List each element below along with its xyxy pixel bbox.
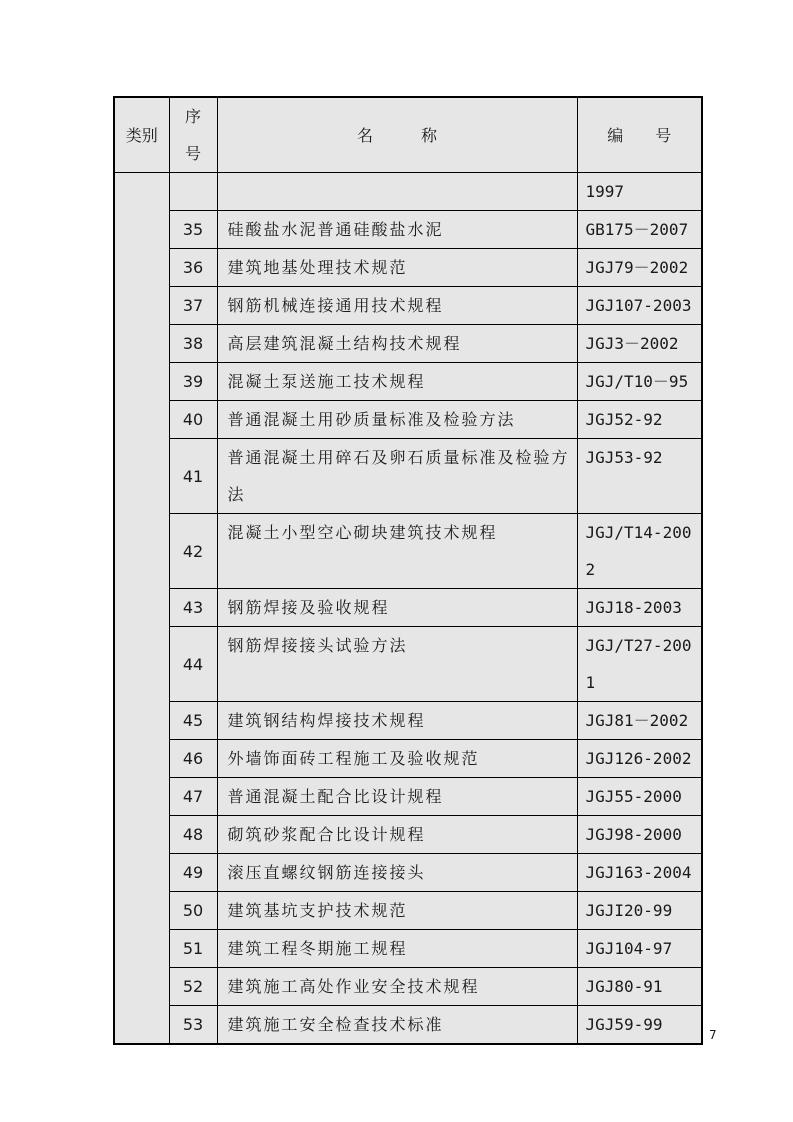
standards-table <box>113 96 703 1045</box>
table-row <box>114 968 702 1006</box>
standard-name: 高层建筑混凝土结构技术规程 <box>217 325 577 363</box>
table-row <box>114 627 702 702</box>
page-number: 7 <box>709 1028 717 1042</box>
standard-name: 外墙饰面砖工程施工及验收规范 <box>217 740 577 778</box>
row-number: 48 <box>169 816 217 854</box>
table-row <box>114 892 702 930</box>
header-seq-top: 序 <box>184 107 201 126</box>
standard-code: JGJ53-92 <box>577 439 702 514</box>
table-row <box>114 401 702 439</box>
standard-name: 钢筋机械连接通用技术规程 <box>217 287 577 325</box>
table-row <box>114 325 702 363</box>
row-number: 49 <box>169 854 217 892</box>
table-row <box>114 778 702 816</box>
row-number: 53 <box>169 1006 217 1045</box>
table-row <box>114 211 702 249</box>
standard-name: 建筑地基处理技术规范 <box>217 249 577 287</box>
standard-code: JGJ163-2004 <box>577 854 702 892</box>
standard-name: 滚压直螺纹钢筋连接接头 <box>217 854 577 892</box>
standard-name: 建筑基坑支护技术规范 <box>217 892 577 930</box>
standard-code: 1997 <box>577 173 702 211</box>
row-number: 38 <box>169 325 217 363</box>
header-code: 编 号 <box>577 97 702 173</box>
table-row <box>114 854 702 892</box>
row-number: 37 <box>169 287 217 325</box>
standard-name: 普通混凝土用碎石及卵石质量标准及检验方法 <box>217 439 577 514</box>
standard-name: 建筑工程冬期施工规程 <box>217 930 577 968</box>
standard-code: JGJ104-97 <box>577 930 702 968</box>
standard-code: JGJ98-2000 <box>577 816 702 854</box>
standard-code: JGJ/T27-2001 <box>577 627 702 702</box>
standard-code: JGJ107-2003 <box>577 287 702 325</box>
standard-name: 混凝土泵送施工技术规程 <box>217 363 577 401</box>
table-row <box>114 363 702 401</box>
row-number: 45 <box>169 702 217 740</box>
standard-code: JGJ59-99 <box>577 1006 702 1045</box>
table-row <box>114 439 702 514</box>
standard-code: JGJ/T10－95 <box>577 363 702 401</box>
standard-code: JGJ18-2003 <box>577 589 702 627</box>
row-number: 36 <box>169 249 217 287</box>
row-number: 41 <box>169 439 217 514</box>
standard-name: 砌筑砂浆配合比设计规程 <box>217 816 577 854</box>
row-number: 50 <box>169 892 217 930</box>
row-number <box>169 173 217 211</box>
standard-code: JGJI20-99 <box>577 892 702 930</box>
row-number: 52 <box>169 968 217 1006</box>
row-number: 44 <box>169 627 217 702</box>
row-number: 43 <box>169 589 217 627</box>
row-number: 35 <box>169 211 217 249</box>
header-category: 类别 <box>114 97 169 173</box>
standard-name: 建筑施工安全检查技术标准 <box>217 1006 577 1045</box>
standard-name: 普通混凝土用砂质量标准及检验方法 <box>217 401 577 439</box>
standard-name: 钢筋焊接及验收规程 <box>217 589 577 627</box>
standard-code: JGJ126-2002 <box>577 740 702 778</box>
standard-name: 建筑钢结构焊接技术规程 <box>217 702 577 740</box>
standard-code: GB175－2007 <box>577 211 702 249</box>
row-number: 46 <box>169 740 217 778</box>
row-number: 42 <box>169 514 217 589</box>
table-row <box>114 589 702 627</box>
standard-name <box>217 173 577 211</box>
header-seq <box>169 97 217 173</box>
table-row <box>114 702 702 740</box>
table-row <box>114 249 702 287</box>
standard-name: 建筑施工高处作业安全技术规程 <box>217 968 577 1006</box>
standard-name: 普通混凝土配合比设计规程 <box>217 778 577 816</box>
standard-name: 钢筋焊接接头试验方法 <box>217 627 577 702</box>
header-seq-bottom: 号 <box>184 144 201 163</box>
row-number: 51 <box>169 930 217 968</box>
row-number: 39 <box>169 363 217 401</box>
row-number: 47 <box>169 778 217 816</box>
table-row <box>114 740 702 778</box>
standard-code: JGJ80-91 <box>577 968 702 1006</box>
standard-code: JGJ79－2002 <box>577 249 702 287</box>
standard-code: JGJ81－2002 <box>577 702 702 740</box>
table-row <box>114 816 702 854</box>
category-cell <box>114 173 169 1045</box>
table-row <box>114 287 702 325</box>
table-row <box>114 514 702 589</box>
standard-code: JGJ52-92 <box>577 401 702 439</box>
row-number: 40 <box>169 401 217 439</box>
header-name: 名 称 <box>217 97 577 173</box>
standard-name: 硅酸盐水泥普通硅酸盐水泥 <box>217 211 577 249</box>
standard-name: 混凝土小型空心砌块建筑技术规程 <box>217 514 577 589</box>
table-row <box>114 1006 702 1045</box>
standard-code: JGJ/T14-2002 <box>577 514 702 589</box>
standard-code: JGJ55-2000 <box>577 778 702 816</box>
table-header-row <box>114 97 702 173</box>
standard-code: JGJ3－2002 <box>577 325 702 363</box>
table-row <box>114 930 702 968</box>
table-row <box>114 173 702 211</box>
